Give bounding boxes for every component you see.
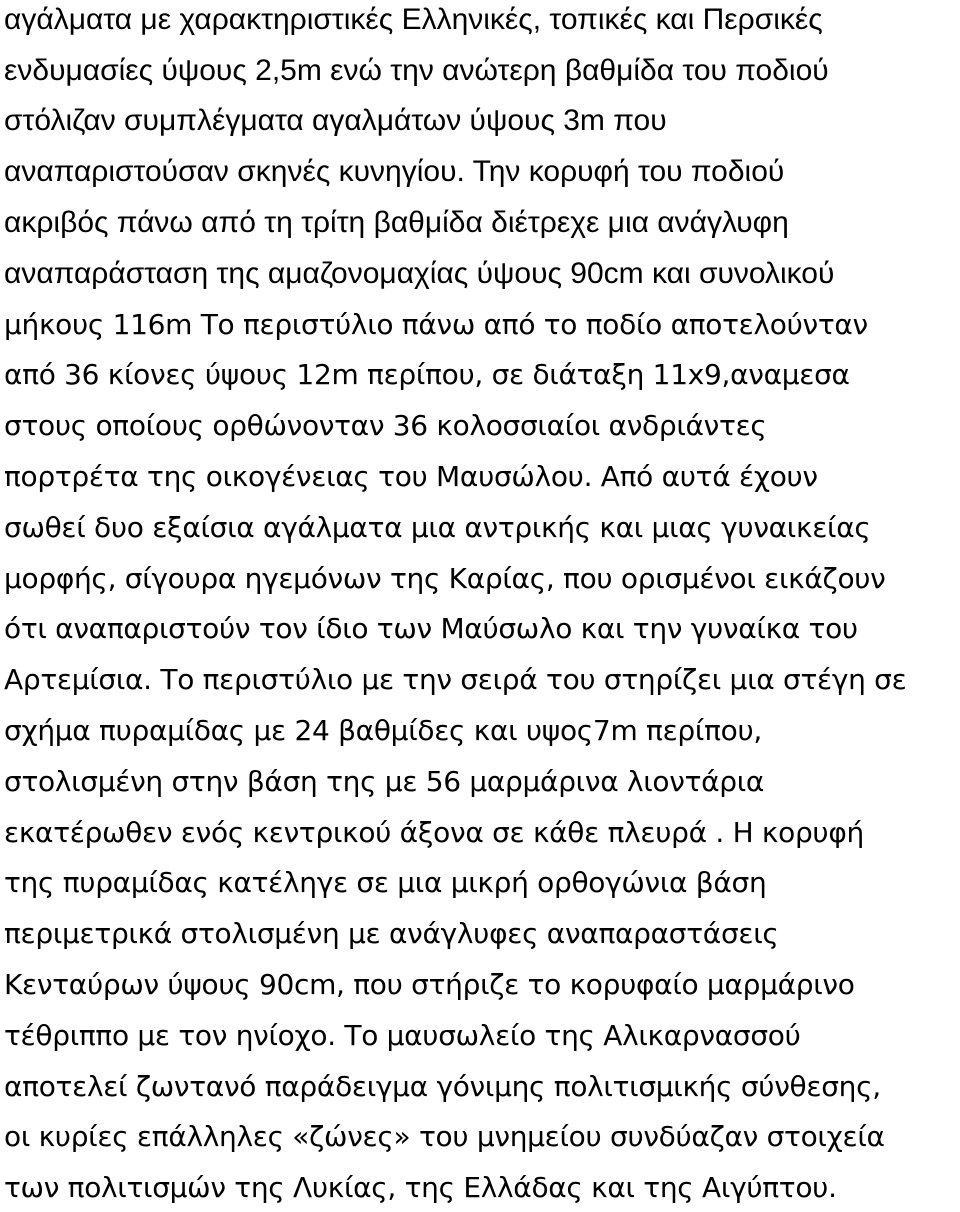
text-line: πορτρέτα της οικογένειας του Μαυσώλου. Από αυτά έχουν bbox=[4, 460, 818, 493]
text-line: αναπαράσταση της αμαζονομαχίας ύψους 90cm και συνολικού bbox=[4, 257, 835, 290]
text-line: σχήμα πυραμίδας με 24 βαθμίδες και υψος7m περίπου, bbox=[4, 714, 762, 747]
text-line: μήκους 116m Το περιστύλιο πάνω από το ποδίο αποτελούνταν bbox=[4, 308, 868, 341]
text-line: Κενταύρων ύψους 90cm, που στήριζε το κορυφαίο μαρμάρινο bbox=[4, 968, 855, 1001]
text-line: περιμετρικά στολισμένη με ανάγλυφες αναπαραστάσεις bbox=[4, 917, 779, 950]
text-line: ακριβός πάνω από τη τρίτη βαθμίδα διέτρεχε μια ανάγλυφη bbox=[4, 206, 789, 239]
text-line: στολισμένη στην βάση της με 56 μαρμάρινα λιοντάρια bbox=[4, 765, 765, 798]
text-line: αποτελεί ζωντανό παράδειγμα γόνιμης πολιτισμικής σύνθεσης, bbox=[4, 1070, 881, 1103]
text-line: εκατέρωθεν ενός κεντρικού άξονα σε κάθε πλευρά . Η κορυφή bbox=[4, 816, 864, 849]
text-line: σωθεί δυο εξαίσια αγάλματα μια αντρικής και μιας γυναικείας bbox=[4, 511, 871, 544]
text-line: αγάλματα με χαρακτηριστικές Ελληνικές, τοπικές και Περσικές bbox=[4, 3, 823, 36]
text-line: οι κυρίες επάλληλες «ζώνες» του μνημείου συνδύαζαν στοιχεία bbox=[4, 1120, 885, 1153]
text-line: ενδυμασίες ύψους 2,5m ενώ την ανώτερη βαθμίδα του ποδιού bbox=[4, 54, 829, 87]
text-line: μορφής, σίγουρα ηγεμόνων της Καρίας, που ορισμένοι εικάζουν bbox=[4, 562, 886, 595]
text-line: Αρτεμίσια. Το περιστύλιο με την σειρά του στηρίζει μια στέγη σε bbox=[4, 663, 907, 696]
text-line: αναπαριστούσαν σκηνές κυνηγίου. Την κορυφή του ποδιού bbox=[4, 155, 785, 188]
text-line: στους οποίους ορθώνονταν 36 κολοσσιαίοι ανδριάντες bbox=[4, 409, 767, 442]
text-line: στόλιζαν συμπλέγματα αγαλμάτων ύψους 3m που bbox=[4, 104, 667, 137]
text-line: ότι αναπαριστούν τον ίδιο των Μαύσωλο και την γυναίκα του bbox=[4, 612, 858, 645]
text-line: των πολιτισμών της Λυκίας, της Ελλάδας και της Αιγύπτου. bbox=[4, 1171, 837, 1204]
text-line: τέθριππο με τον ηνίοχο. Το μαυσωλείο της Αλικαρνασσού bbox=[4, 1019, 801, 1052]
document-page bbox=[4, 0, 960, 1212]
text-line: της πυραμίδας κατέληγε σε μια μικρή ορθογώνια βάση bbox=[4, 866, 767, 899]
text-line: από 36 κίονες ύψους 12m περίπου, σε διάταξη 11x9,αναμεσα bbox=[4, 358, 850, 391]
